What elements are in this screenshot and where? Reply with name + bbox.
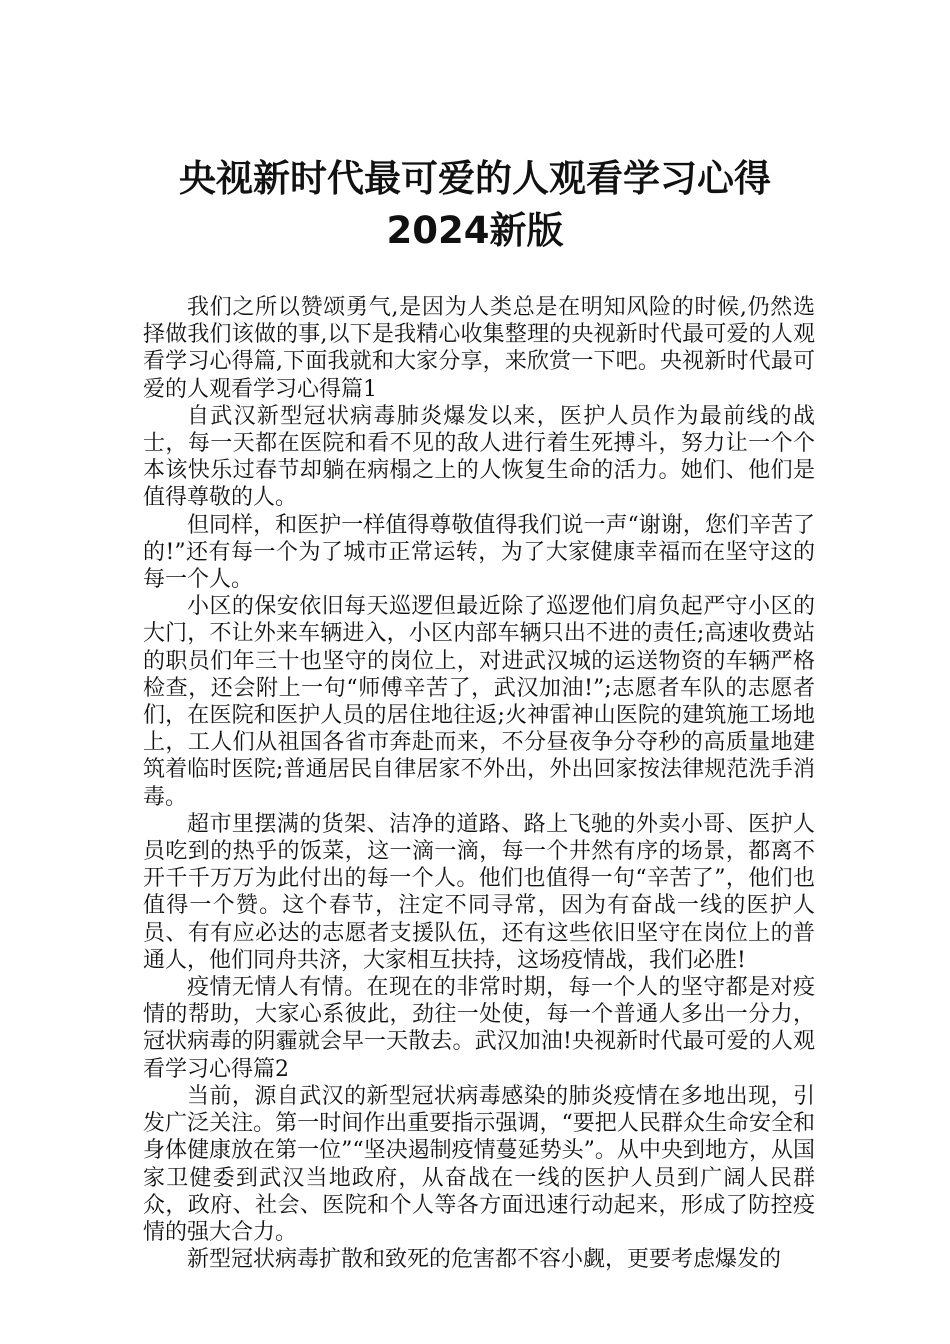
paragraph-intro: 我们之所以赞颂勇气,是因为人类总是在明知风险的时候,仍然选择做我们该做的事,以下是我精心收集整理的央视新时代最可爱的人观看学习心得篇,下面我就和大家分享，来欣赏一下吧。央视新时代最可爱的人观看学习心得篇1 bbox=[143, 295, 815, 402]
paragraph-thanks: 但同样，和医护一样值得尊敬值得我们说一声“谢谢，您们辛苦了的!”还有每一个为了城市正常运转，为了大家健康幸福而在坚守这的每一个人。 bbox=[143, 512, 815, 593]
title-line-1: 央视新时代最可爱的人观看学习心得 bbox=[179, 156, 771, 200]
document-body bbox=[143, 294, 815, 1273]
paragraph-guardians: 小区的保安依旧每天巡逻但最近除了巡逻他们肩负起严守小区的大门，不让外来车辆进入，小区内部车辆只出不进的责任;高速收费站的职员们年三十也坚守的岗位上，对进武汉城的运送物资的车辆严格检查，还会附上一句“师傅辛苦了，武汉加油!”;志愿者车队的志愿者们，在医院和医护人员的居住地往返;火神雷神山医院的建筑施工场地上，工人们从祖国各省市奔赴而来，不分昼夜争分夺秒的高质量地建筑着临时医院;普通居民自律居家不外出，外出回家按法律规范洗手消毒。 bbox=[143, 594, 815, 810]
document-title bbox=[0, 153, 950, 257]
paragraph-supermarket: 超市里摆满的货架、洁净的道路、路上飞驰的外卖小哥、医护人员吃到的热乎的饭菜，这一滴一滴，每一个井然有序的场景，都离不开千千万万为此付出的每一个人。他们也值得一句“辛苦了”，他们也值得一个赞。这个春节，注定不同寻常，因为有奋战一线的医护人员、有有应必达的志愿者支援队伍，还有这些依旧坚守在岗位上的普通人，他们同舟共济，大家相互扶持，这场疫情战，我们必胜! bbox=[143, 811, 815, 973]
paragraph-medical-staff: 自武汉新型冠状病毒肺炎爆发以来，医护人员作为最前线的战士，每一天都在医院和看不见的敌人进行着生死搏斗，努力让一个个本该快乐过春节却躺在病榻之上的人恢复生命的活力。她们、他们是值得尊敬的人。 bbox=[143, 403, 815, 511]
paragraph-virus: 新型冠状病毒扩散和致死的危害都不容小觑，更要考虑爆发的 bbox=[187, 1247, 782, 1273]
title-line-2: 2024新版 bbox=[386, 208, 564, 252]
paragraph-current: 当前，源自武汉的新型冠状病毒感染的肺炎疫情在多地出现，引发广泛关注。第一时间作出重要指示强调，“要把人民群众生命安全和身体健康放在第一位”“坚决遏制疫情蔓延势头”。从中央到地方，从国家卫健委到武汉当地政府，从奋战在一线的医护人员到广阔人民群众，政府、社会、医院和个人等各方面迅速行动起来，形成了防控疫情的强大合力。 bbox=[143, 1083, 815, 1245]
paragraph-epidemic: 疫情无情人有情。在现在的非常时期，每一个人的坚守都是对疫情的帮助，大家心系彼此，劲往一处使，每一个普通人多出一分力，冠状病毒的阴霾就会早一天散去。武汉加油!央视新时代最可爱的人观看学习心得篇2 bbox=[143, 975, 815, 1082]
